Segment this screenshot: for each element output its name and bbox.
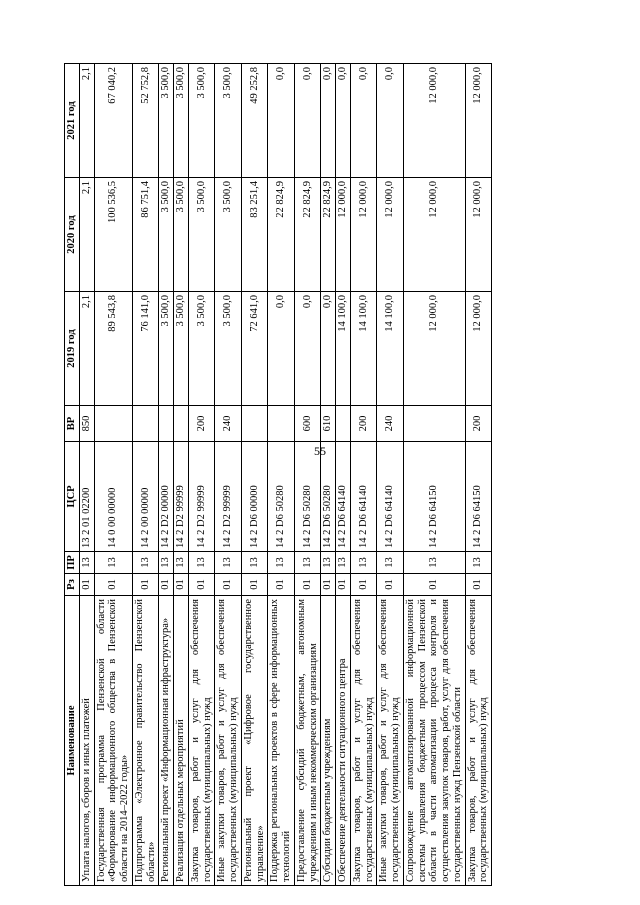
cell-csr: 14 2 D6 64140 bbox=[377, 442, 404, 552]
cell-2021: 0,0 bbox=[321, 64, 336, 178]
cell-2021: 0,0 bbox=[336, 64, 351, 178]
cell-rz: 01 bbox=[465, 574, 492, 596]
table-row bbox=[215, 64, 242, 886]
cell-csr: 14 2 D6 64140 bbox=[336, 442, 351, 552]
cell-csr: 14 2 D6 50280 bbox=[268, 442, 295, 552]
table-row bbox=[350, 64, 377, 886]
table-row bbox=[188, 64, 215, 886]
cell-name: Государственная программа Пензенской области «Формирование информационного общества в Пензенской области на 2014–2022 годы» bbox=[94, 596, 132, 886]
cell-2020: 3 500,0 bbox=[215, 178, 242, 292]
table-row bbox=[336, 64, 351, 886]
table-row bbox=[79, 64, 94, 886]
cell-2020: 2,1 bbox=[79, 178, 94, 292]
header-2020: 2020 год bbox=[65, 178, 80, 292]
cell-2021: 3 500,0 bbox=[188, 64, 215, 178]
header-2021: 2021 год bbox=[65, 64, 80, 178]
cell-2019: 0,0 bbox=[268, 292, 295, 406]
cell-2019: 14 100,0 bbox=[350, 292, 377, 406]
cell-2019: 89 543,8 bbox=[94, 292, 132, 406]
cell-2020: 12 000,0 bbox=[336, 178, 351, 292]
cell-csr: 14 2 D2 00000 bbox=[159, 442, 174, 552]
cell-2019: 76 141,0 bbox=[132, 292, 159, 406]
header-rz: Рз bbox=[65, 574, 80, 596]
table-row bbox=[403, 64, 465, 886]
table-row bbox=[465, 64, 492, 886]
cell-2019: 14 100,0 bbox=[377, 292, 404, 406]
cell-pr: 13 bbox=[321, 552, 336, 574]
cell-2021: 52 752,8 bbox=[132, 64, 159, 178]
cell-rz: 01 bbox=[94, 574, 132, 596]
cell-vr bbox=[336, 406, 351, 442]
cell-rz: 01 bbox=[79, 574, 94, 596]
cell-pr: 13 bbox=[377, 552, 404, 574]
cell-2019: 0,0 bbox=[321, 292, 336, 406]
cell-2020: 12 000,0 bbox=[403, 178, 465, 292]
cell-name: Обеспечение деятельности ситуационного центра bbox=[336, 596, 351, 886]
cell-csr: 13 2 01 02200 bbox=[79, 442, 94, 552]
cell-vr bbox=[268, 406, 295, 442]
cell-2019: 72 641,0 bbox=[241, 292, 268, 406]
cell-csr: 14 2 D2 99999 bbox=[215, 442, 242, 552]
cell-rz: 01 bbox=[132, 574, 159, 596]
cell-name: Поддержка региональных проектов в сфере информационных технологий bbox=[268, 596, 295, 886]
cell-2021: 67 040,2 bbox=[94, 64, 132, 178]
cell-csr: 14 2 D6 00000 bbox=[241, 442, 268, 552]
cell-2021: 12 000,0 bbox=[403, 64, 465, 178]
cell-vr bbox=[159, 406, 174, 442]
cell-vr: 610 bbox=[321, 406, 336, 442]
cell-vr: 200 bbox=[350, 406, 377, 442]
cell-2021: 49 252,8 bbox=[241, 64, 268, 178]
cell-pr: 13 bbox=[403, 552, 465, 574]
cell-csr: 14 2 D2 99999 bbox=[188, 442, 215, 552]
cell-2019: 3 500,0 bbox=[215, 292, 242, 406]
cell-vr bbox=[174, 406, 189, 442]
header-2019: 2019 год bbox=[65, 292, 80, 406]
cell-name: Закупка товаров, работ и услуг для обеспечения государственных (муниципальных) нужд bbox=[350, 596, 377, 886]
table-row bbox=[159, 64, 174, 886]
cell-2019: 3 500,0 bbox=[174, 292, 189, 406]
cell-vr bbox=[94, 406, 132, 442]
budget-table bbox=[64, 63, 492, 886]
cell-2021: 0,0 bbox=[377, 64, 404, 178]
cell-csr: 14 2 D6 64150 bbox=[465, 442, 492, 552]
cell-2020: 22 824,9 bbox=[294, 178, 321, 292]
cell-2019: 3 500,0 bbox=[159, 292, 174, 406]
cell-name: Закупка товаров, работ и услуг для обеспечения государственных (муниципальных) нужд bbox=[465, 596, 492, 886]
rotated-table-frame bbox=[64, 64, 582, 886]
header-name: Наименование bbox=[65, 596, 80, 886]
cell-rz: 01 bbox=[403, 574, 465, 596]
header-csr: ЦСР bbox=[65, 442, 80, 552]
cell-2020: 12 000,0 bbox=[350, 178, 377, 292]
cell-csr: 14 2 D6 64140 bbox=[350, 442, 377, 552]
cell-csr: 14 2 D2 99999 bbox=[174, 442, 189, 552]
rotated-table-container bbox=[64, 64, 582, 886]
cell-name: Сопровождение автоматизированной информационной системы управления бюджетным процессом Пензенской области в части автоматизации процесса контроля и осуществления закупок товаров, работ, услуг для обеспечения государственных нужд Пензенской области bbox=[403, 596, 465, 886]
cell-pr: 13 bbox=[241, 552, 268, 574]
cell-pr: 13 bbox=[465, 552, 492, 574]
cell-vr bbox=[403, 406, 465, 442]
cell-2020: 12 000,0 bbox=[377, 178, 404, 292]
cell-name: Региональный проект «Информационная инфраструктура» bbox=[159, 596, 174, 886]
cell-2021: 0,0 bbox=[294, 64, 321, 178]
table-row bbox=[241, 64, 268, 886]
cell-2020: 3 500,0 bbox=[174, 178, 189, 292]
cell-name: Подпрограмма «Электронное правительство Пензенской области» bbox=[132, 596, 159, 886]
cell-rz: 01 bbox=[215, 574, 242, 596]
cell-vr bbox=[241, 406, 268, 442]
cell-pr: 13 bbox=[132, 552, 159, 574]
cell-vr bbox=[132, 406, 159, 442]
cell-2021: 3 500,0 bbox=[159, 64, 174, 178]
header-vr: ВР bbox=[65, 406, 80, 442]
cell-name: Уплата налогов, сборов и иных платежей bbox=[79, 596, 94, 886]
cell-name: Закупка товаров, работ и услуг для обеспечения государственных (муниципальных) нужд bbox=[188, 596, 215, 886]
cell-csr: 14 2 D6 50280 bbox=[294, 442, 321, 552]
cell-rz: 01 bbox=[241, 574, 268, 596]
cell-pr: 13 bbox=[336, 552, 351, 574]
cell-pr: 13 bbox=[350, 552, 377, 574]
cell-vr: 240 bbox=[377, 406, 404, 442]
cell-vr: 200 bbox=[188, 406, 215, 442]
cell-rz: 01 bbox=[336, 574, 351, 596]
cell-rz: 01 bbox=[174, 574, 189, 596]
cell-rz: 01 bbox=[350, 574, 377, 596]
page-number: 55 bbox=[314, 444, 326, 458]
cell-csr: 14 2 D6 64150 bbox=[403, 442, 465, 552]
cell-pr: 13 bbox=[215, 552, 242, 574]
cell-vr: 200 bbox=[465, 406, 492, 442]
table-row bbox=[268, 64, 295, 886]
cell-rz: 01 bbox=[268, 574, 295, 596]
cell-2019: 12 000,0 bbox=[465, 292, 492, 406]
cell-2021: 3 500,0 bbox=[215, 64, 242, 178]
cell-rz: 01 bbox=[159, 574, 174, 596]
cell-rz: 01 bbox=[188, 574, 215, 596]
cell-2019: 14 100,0 bbox=[336, 292, 351, 406]
cell-vr: 850 bbox=[79, 406, 94, 442]
cell-csr: 14 2 00 00000 bbox=[132, 442, 159, 552]
table-row bbox=[132, 64, 159, 886]
cell-2020: 22 824,9 bbox=[321, 178, 336, 292]
cell-2021: 3 500,0 bbox=[174, 64, 189, 178]
cell-2019: 3 500,0 bbox=[188, 292, 215, 406]
cell-pr: 13 bbox=[79, 552, 94, 574]
header-row bbox=[65, 64, 80, 886]
cell-2021: 0,0 bbox=[350, 64, 377, 178]
table-row bbox=[377, 64, 404, 886]
cell-rz: 01 bbox=[294, 574, 321, 596]
cell-pr: 13 bbox=[188, 552, 215, 574]
cell-rz: 01 bbox=[321, 574, 336, 596]
cell-2019: 2,1 bbox=[79, 292, 94, 406]
cell-name: Иные закупки товаров, работ и услуг для обеспечения государственных (муниципальных) нужд bbox=[215, 596, 242, 886]
cell-name: Реализация отдельных мероприятий bbox=[174, 596, 189, 886]
cell-name: Предоставление субсидий бюджетным, автономным учреждениям и иным некоммерческим организациям bbox=[294, 596, 321, 886]
cell-2020: 3 500,0 bbox=[188, 178, 215, 292]
cell-2021: 12 000,0 bbox=[465, 64, 492, 178]
table-row bbox=[294, 64, 321, 886]
cell-pr: 13 bbox=[94, 552, 132, 574]
cell-2020: 86 751,4 bbox=[132, 178, 159, 292]
cell-2021: 0,0 bbox=[268, 64, 295, 178]
cell-2020: 22 824,9 bbox=[268, 178, 295, 292]
table-row bbox=[174, 64, 189, 886]
cell-pr: 13 bbox=[268, 552, 295, 574]
cell-2019: 0,0 bbox=[294, 292, 321, 406]
cell-csr: 14 0 00 00000 bbox=[94, 442, 132, 552]
cell-rz: 01 bbox=[377, 574, 404, 596]
table-row bbox=[94, 64, 132, 886]
cell-2019: 12 000,0 bbox=[403, 292, 465, 406]
header-pr: ПР bbox=[65, 552, 80, 574]
cell-name: Иные закупки товаров, работ и услуг для обеспечения государственных (муниципальных) нужд bbox=[377, 596, 404, 886]
cell-pr: 13 bbox=[174, 552, 189, 574]
cell-2021: 2,1 bbox=[79, 64, 94, 178]
cell-csr: 14 2 D6 50280 bbox=[321, 442, 336, 552]
table-body bbox=[79, 64, 491, 886]
cell-2020: 12 000,0 bbox=[465, 178, 492, 292]
cell-2020: 100 536,5 bbox=[94, 178, 132, 292]
cell-vr: 240 bbox=[215, 406, 242, 442]
cell-pr: 13 bbox=[159, 552, 174, 574]
cell-vr: 600 bbox=[294, 406, 321, 442]
cell-name: Региональный проект «Цифровое государственное управление» bbox=[241, 596, 268, 886]
cell-2020: 3 500,0 bbox=[159, 178, 174, 292]
table-row bbox=[321, 64, 336, 886]
cell-name: Субсидии бюджетным учреждениям bbox=[321, 596, 336, 886]
cell-pr: 13 bbox=[294, 552, 321, 574]
cell-2020: 83 251,4 bbox=[241, 178, 268, 292]
